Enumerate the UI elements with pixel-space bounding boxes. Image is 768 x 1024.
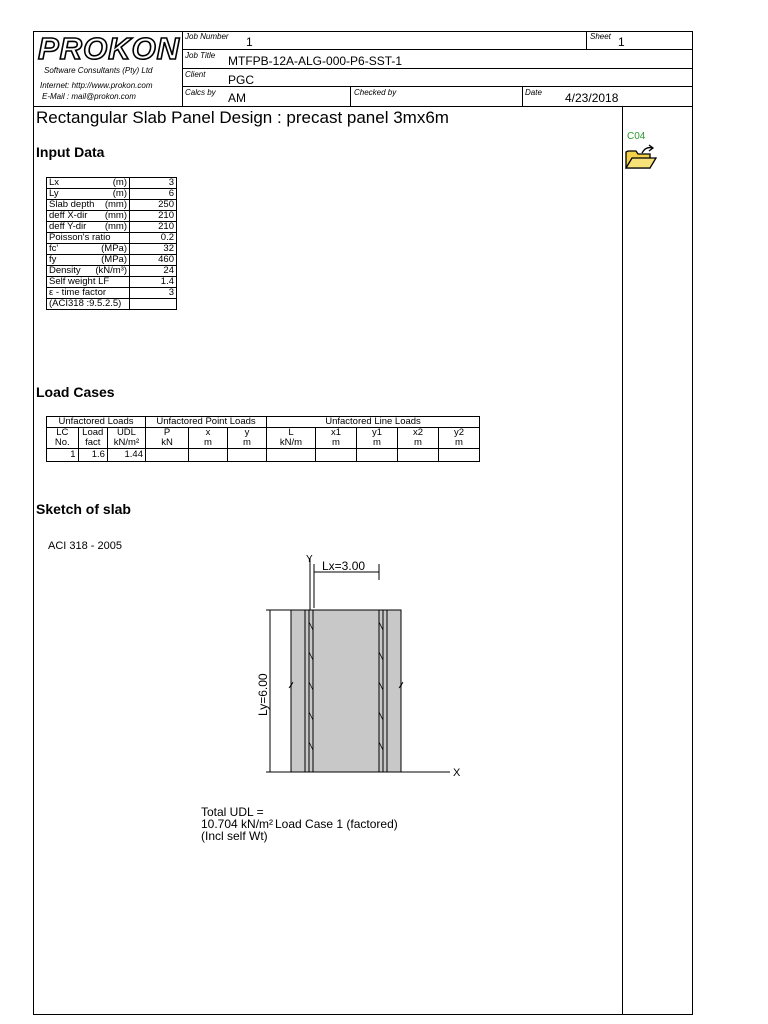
input-label-cell xyxy=(47,277,130,288)
input-label-cell xyxy=(47,222,130,233)
load-cases-table xyxy=(46,416,480,462)
header-divider xyxy=(182,86,693,87)
udl-line: 10.704 kN/m² xyxy=(201,817,274,831)
table-cell xyxy=(439,449,480,462)
header-divider xyxy=(350,86,351,106)
client-label: Client xyxy=(185,70,206,79)
input-unit: (mm) xyxy=(104,221,127,232)
udl-line: Total UDL = xyxy=(201,805,264,819)
input-row xyxy=(47,288,177,299)
column-unit: m xyxy=(439,438,480,449)
table-cell: 1.6 xyxy=(78,449,107,462)
input-row xyxy=(47,222,177,233)
margin-divider xyxy=(622,106,623,1015)
table-cell: 1.44 xyxy=(107,449,145,462)
column-header: UDL xyxy=(107,428,145,439)
total-udl-note xyxy=(201,806,273,842)
table-cell xyxy=(228,449,267,462)
column-unit: fact xyxy=(78,438,107,449)
input-row xyxy=(47,178,177,189)
column-header: y xyxy=(228,428,267,439)
column-header: y2 xyxy=(439,428,480,439)
input-unit: (m) xyxy=(112,177,127,188)
sheet-value: 1 xyxy=(618,35,625,49)
input-label-cell xyxy=(47,255,130,266)
input-value: 32 xyxy=(130,244,177,255)
input-label: deff Y-dir xyxy=(49,221,87,232)
input-value: 1.4 xyxy=(130,277,177,288)
calcs-by-label: Calcs by xyxy=(185,88,216,97)
input-label: fy xyxy=(49,254,57,265)
input-value: 210 xyxy=(130,222,177,233)
input-label: fc' xyxy=(49,243,59,254)
job-title-label: Job Title xyxy=(185,51,216,60)
input-unit: (mm) xyxy=(104,199,127,210)
input-value: 0.2 xyxy=(130,233,177,244)
input-row xyxy=(47,189,177,200)
column-unit: m xyxy=(357,438,398,449)
input-label-cell xyxy=(47,266,130,277)
input-label-cell xyxy=(47,189,130,200)
input-value: 6 xyxy=(130,189,177,200)
x-axis-label: X xyxy=(453,767,461,779)
header-divider xyxy=(586,31,587,50)
job-number-label: Job Number xyxy=(185,32,229,41)
slab-sketch xyxy=(250,550,480,785)
input-row xyxy=(47,299,177,310)
group-header: Unfactored Point Loads xyxy=(146,417,267,428)
table-cell xyxy=(316,449,357,462)
group-header: Unfactored Loads xyxy=(47,417,146,428)
input-unit: (kN/m³) xyxy=(95,265,127,276)
input-unit: (mm) xyxy=(104,210,127,221)
sketch-heading: Sketch of slab xyxy=(36,501,131,517)
table-cell: 1 xyxy=(47,449,79,462)
job-number-value: 1 xyxy=(246,35,253,49)
column-header: L xyxy=(267,428,316,439)
input-value: 250 xyxy=(130,200,177,211)
header-divider xyxy=(522,86,523,106)
company-email: E-Mail : mail@prokon.com xyxy=(42,92,136,101)
design-code: ACI 318 - 2005 xyxy=(48,540,122,552)
open-folder-icon[interactable] xyxy=(624,144,658,170)
input-label-cell xyxy=(47,244,130,255)
input-label: deff X-dir xyxy=(49,210,88,221)
page-title: Rectangular Slab Panel Design : precast panel 3mx6m xyxy=(36,108,449,127)
column-unit: m xyxy=(398,438,439,449)
table-cell xyxy=(357,449,398,462)
header-divider xyxy=(33,106,693,107)
table-cell xyxy=(146,449,189,462)
column-header: P xyxy=(146,428,189,439)
input-label-cell xyxy=(47,211,130,222)
input-label: Poisson's ratio xyxy=(49,232,111,243)
column-unit: m xyxy=(189,438,228,449)
sheet-label: Sheet xyxy=(590,32,611,41)
input-row xyxy=(47,211,177,222)
input-data-heading: Input Data xyxy=(36,144,105,160)
column-unit: kN xyxy=(146,438,189,449)
input-label-cell xyxy=(47,178,130,189)
input-label: (ACI318 :9.5.2.5) xyxy=(49,298,122,309)
checked-by-label: Checked by xyxy=(354,88,397,97)
input-unit: (m) xyxy=(112,188,127,199)
header-divider xyxy=(182,49,693,50)
input-row xyxy=(47,266,177,277)
input-label-cell xyxy=(47,288,130,299)
input-label: Density xyxy=(49,265,81,276)
y-axis-label: Y xyxy=(306,554,313,565)
input-row xyxy=(47,233,177,244)
slab-panel xyxy=(291,610,401,772)
input-value: 460 xyxy=(130,255,177,266)
column-header: y1 xyxy=(357,428,398,439)
date-label: Date xyxy=(525,88,542,97)
column-header: x xyxy=(189,428,228,439)
input-unit: (MPa) xyxy=(101,243,127,254)
input-row xyxy=(47,255,177,266)
udl-line: (Incl self Wt) xyxy=(201,829,268,843)
company-name: Software Consultants (Pty) Ltd xyxy=(44,66,153,75)
reference-code: C04 xyxy=(627,131,646,142)
input-value: 24 xyxy=(130,266,177,277)
input-label-cell xyxy=(47,233,130,244)
input-label-cell xyxy=(47,299,130,310)
input-value: 3 xyxy=(130,288,177,299)
prokon-logo: PROKON xyxy=(38,31,181,66)
input-value xyxy=(130,299,177,310)
lx-dimension-label: Lx=3.00 xyxy=(322,559,366,573)
column-unit: kN/m xyxy=(267,438,316,449)
ly-dimension-label: Ly=6.00 xyxy=(256,673,270,716)
input-label: Self weight LF xyxy=(49,276,110,287)
input-data-table xyxy=(46,177,177,310)
company-website: Internet: http://www.prokon.com xyxy=(40,81,153,90)
column-unit: m xyxy=(228,438,267,449)
calcs-by-value: AM xyxy=(228,91,246,105)
column-header: x2 xyxy=(398,428,439,439)
header-divider xyxy=(182,68,693,69)
input-row xyxy=(47,277,177,288)
load-case-caption: Load Case 1 (factored) xyxy=(275,817,398,831)
input-row xyxy=(47,244,177,255)
table-cell xyxy=(267,449,316,462)
column-header: LC xyxy=(47,428,79,439)
group-header: Unfactored Line Loads xyxy=(267,417,480,428)
input-label: ε - time factor xyxy=(49,287,107,298)
input-row xyxy=(47,200,177,211)
column-unit: kN/m² xyxy=(107,438,145,449)
table-cell xyxy=(398,449,439,462)
date-value: 4/23/2018 xyxy=(565,91,619,105)
load-cases-heading: Load Cases xyxy=(36,384,115,400)
column-header: Load xyxy=(78,428,107,439)
input-label: Ly xyxy=(49,188,59,199)
input-value: 3 xyxy=(130,178,177,189)
input-unit: (MPa) xyxy=(101,254,127,265)
input-label: Slab depth xyxy=(49,199,95,210)
column-header: x1 xyxy=(316,428,357,439)
column-unit: No. xyxy=(47,438,79,449)
input-label-cell xyxy=(47,200,130,211)
column-unit: m xyxy=(316,438,357,449)
input-label: Lx xyxy=(49,177,60,188)
job-title-value: MTFPB-12A-ALG-000-P6-SST-1 xyxy=(228,54,403,68)
table-cell xyxy=(189,449,228,462)
client-value: PGC xyxy=(228,73,255,87)
input-value: 210 xyxy=(130,211,177,222)
